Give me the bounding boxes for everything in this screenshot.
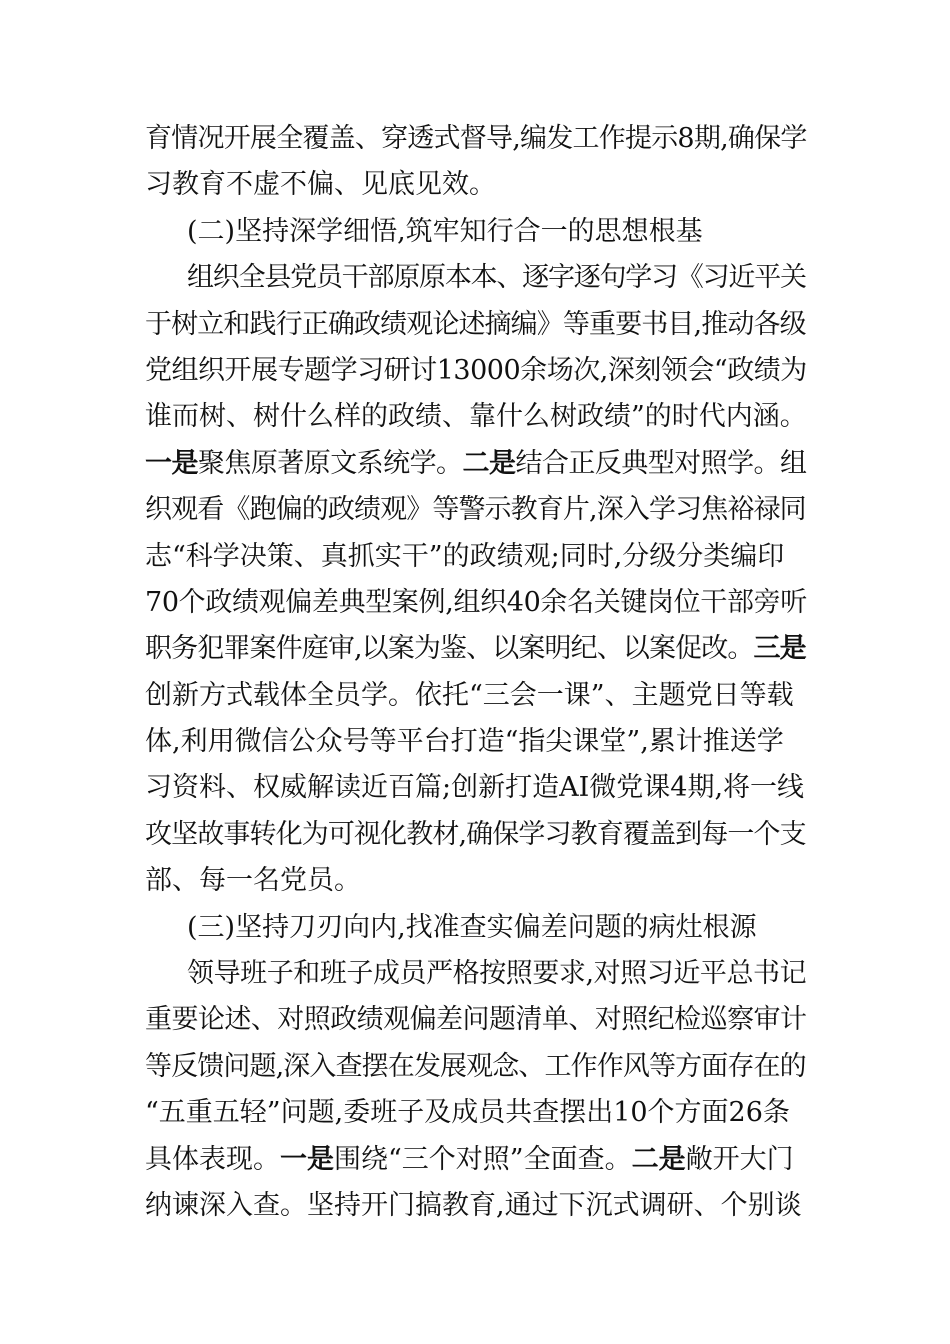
text-line xyxy=(145,487,807,533)
body-text: 领导班子和班子成员严格按照要求,对照习近平总书记 xyxy=(187,958,807,990)
text-line xyxy=(145,302,807,348)
body-text: 70个政绩观偏差典型案例,组织40余名关键岗位干部旁听 xyxy=(145,586,807,618)
body-text: 聚焦原著原文系统学。 xyxy=(197,447,463,479)
body-text: 创新方式载体全员学。依托“三会一课”、主题党日等载 xyxy=(145,679,794,711)
text-line xyxy=(145,162,807,208)
text-line xyxy=(145,673,807,719)
body-text: 部、每一名党员。 xyxy=(145,865,361,897)
body-text: “五重五轻”问题,委班子及成员共查摆出10个方面26条 xyxy=(145,1097,790,1129)
body-text: 纳谏深入查。坚持开门搞教育,通过下沉式调研、个别谈 xyxy=(145,1189,802,1221)
emphasis-text: 二是 xyxy=(462,447,516,479)
body-text: 结合正反典型对照学。组 xyxy=(515,447,807,479)
body-text: 育情况开展全覆盖、穿透式督导,编发工作提示8期,确保学 xyxy=(145,123,807,154)
body-text: 敞开大门 xyxy=(685,1143,794,1175)
text-line xyxy=(145,394,807,440)
emphasis-text: 三是 xyxy=(753,633,806,665)
text-line xyxy=(145,580,807,626)
body-text: (三)坚持刀刃向内,找准查实偏差问题的病灶根源 xyxy=(187,911,757,943)
text-line xyxy=(145,209,807,255)
text-line xyxy=(145,255,807,301)
body-text: 职务犯罪案件庭审,以案为鉴、以案明纪、以案促改。 xyxy=(145,633,754,665)
text-line xyxy=(145,997,807,1043)
text-line xyxy=(145,1183,807,1229)
text-line xyxy=(145,1137,807,1183)
text-line xyxy=(145,534,807,580)
body-text: 于树立和践行正确政绩观论述摘编》等重要书目,推动各级 xyxy=(145,308,806,340)
document-body xyxy=(145,116,807,1229)
body-text: 织观看《跑偏的政绩观》等警示教育片,深入学习焦裕禄同 xyxy=(145,494,806,526)
text-line xyxy=(145,905,807,951)
emphasis-text: 二是 xyxy=(631,1143,686,1175)
body-text: 具体表现。 xyxy=(145,1143,280,1175)
body-text: 攻坚故事转化为可视化教材,确保学习教育覆盖到每一个支 xyxy=(145,818,806,850)
body-text: 体,利用微信公众号等平台打造“指尖课堂”,累计推送学 xyxy=(145,726,784,758)
body-text: 谁而树、树什么样的政绩、靠什么树政绩”的时代内涵。 xyxy=(145,401,807,433)
body-text: 重要论述、对照政绩观偏差问题清单、对照纪检巡察审计 xyxy=(145,1004,807,1036)
body-text: 习教育不虚不偏、见底见效。 xyxy=(145,169,496,201)
emphasis-text: 一是 xyxy=(145,447,198,479)
text-line xyxy=(145,1090,807,1136)
body-text: 党组织开展专题学习研讨13000余场次,深刻领会“政绩为 xyxy=(145,354,807,386)
text-line xyxy=(145,116,807,162)
text-line xyxy=(145,812,807,858)
text-line xyxy=(145,765,807,811)
body-text: (二)坚持深学细悟,筑牢知行合一的思想根基 xyxy=(187,215,703,247)
body-text: 等反馈问题,深入查摆在发展观念、工作作风等方面存在的 xyxy=(145,1050,806,1082)
text-line xyxy=(145,1044,807,1090)
text-line xyxy=(145,441,807,487)
text-line xyxy=(145,626,807,672)
body-text: 围绕“三个对照”全面查。 xyxy=(334,1143,632,1175)
body-text: 志“科学决策、真抓实干”的政绩观;同时,分级分类编印 xyxy=(145,540,785,572)
body-text: 习资料、权威解读近百篇;创新打造AI微党课4期,将一线 xyxy=(145,772,805,804)
text-line xyxy=(145,348,807,394)
text-line xyxy=(145,719,807,765)
emphasis-text: 一是 xyxy=(280,1143,334,1175)
body-text: 组织全县党员干部原原本本、逐字逐句学习《习近平关 xyxy=(187,262,806,294)
text-line xyxy=(145,951,807,997)
text-line xyxy=(145,858,807,904)
